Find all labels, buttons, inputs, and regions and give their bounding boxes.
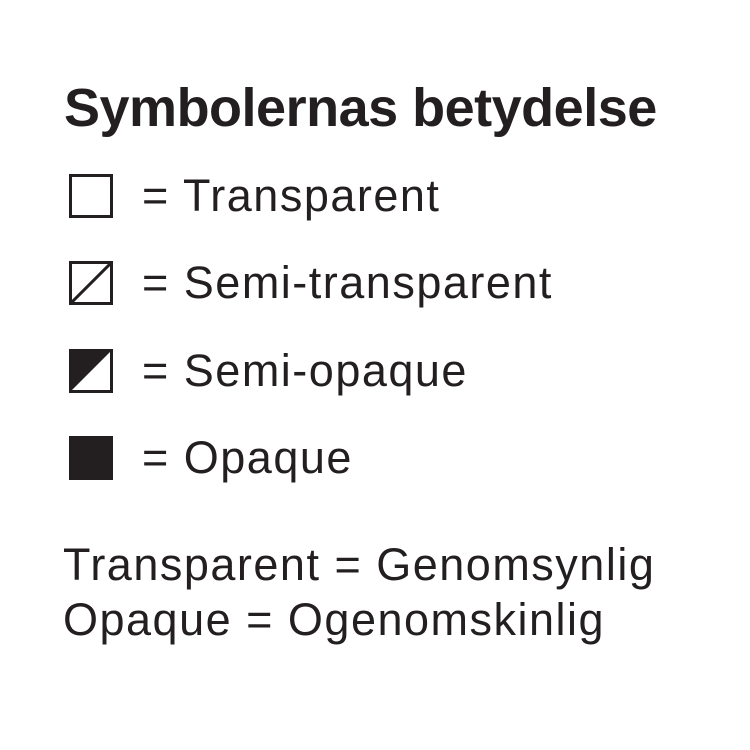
legend-row-opaque [69,434,353,482]
legend-label-opaque: = Opaque [142,432,353,483]
legend-label-semi-transparent: = Semi-transparent [142,257,553,308]
translation-line-transparent: Transparent = Genomsynlig [63,539,656,590]
translation-line-opaque: Opaque = Ogenomskinlig [63,594,606,645]
translation-block [63,537,655,647]
legend-row-semi-opaque [69,347,468,395]
legend-label-semi-opaque: = Semi-opaque [142,345,468,396]
square-filled-icon [69,436,113,480]
legend-row-semi-transparent [69,259,553,307]
page-title: Symbolernas betydelse [64,78,657,138]
legend-label-transparent: = Transparent [142,170,441,221]
square-outline-icon [69,174,113,218]
square-diagonal-icon [69,261,113,305]
square-half-filled-icon [69,349,113,393]
legend-row-transparent [69,172,440,220]
